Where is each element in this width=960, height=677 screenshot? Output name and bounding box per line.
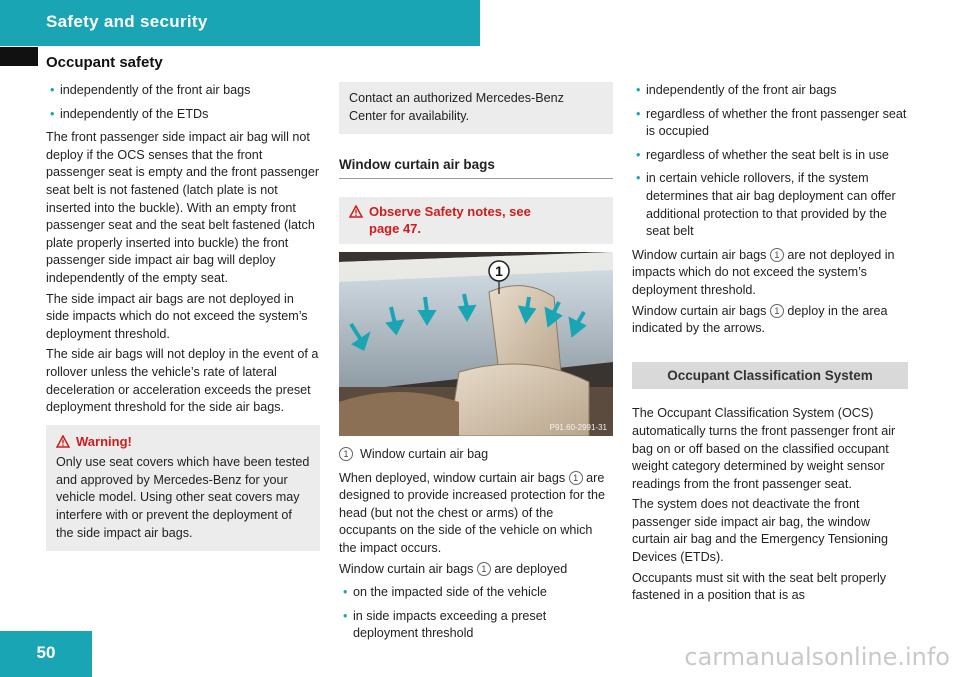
list-item: • independently of the ETDs	[46, 106, 320, 124]
list-item: • in certain vehicle rollovers, if the system determines that air bag deployment can offer additional protection to that provided by the seat belt	[636, 171, 896, 239]
warning-text: Only use seat covers which have been tested and approved by Mercedes-Benz for your vehicle model. Using other seat covers may interfere with or prevent the deployment of the side impact air bags.	[56, 455, 310, 540]
note-box: Contact an authorized Mercedes-Benz Center for availability.	[339, 82, 613, 134]
bullet-dot-icon: •	[50, 106, 55, 121]
bullet-dot-icon: •	[636, 147, 641, 162]
warning-triangle-icon	[349, 205, 363, 218]
paragraph: The side impact air bags are not deployed in side impacts which do not exceed the system’s deployment threshold.	[46, 291, 308, 341]
safety-note-heading: Observe Safety notes, see page 47.	[349, 203, 603, 238]
page-number: 50	[36, 643, 56, 662]
figure-callout: 1	[495, 262, 503, 279]
safety-note-box	[339, 197, 613, 244]
paragraph: The front passenger side impact air bag will not deploy if the OCS senses that the front passenger seat is empty and the front passenger seat belt is not fastened (latch plate is not inserted into the buckle). With an empty front passenger seat and the seat belt fastened (latch plate properly inserted into buckle) the front passenger side impact air bag will deploy independently of the empty seat.	[46, 130, 320, 285]
column-1	[46, 82, 320, 561]
callout-1-icon: 1	[770, 248, 784, 262]
callout-1-icon: 1	[569, 471, 583, 485]
list-item: • independently of the front air bags	[46, 82, 320, 100]
list-item: • regardless of whether the seat belt is in use	[632, 147, 908, 165]
bullet-dot-icon: •	[636, 83, 641, 97]
list-item: • independently of the front air bags	[632, 82, 908, 100]
paragraph: The side air bags will not deploy in the event of a rollover unless the vehicle’s rate of lateral deceleration or acceleration exceeds the preset deployment threshold for the side air bags.	[46, 347, 319, 415]
list-item: • in side impacts exceeding a preset deployment threshold	[343, 608, 547, 641]
paragraph: The system does not deactivate the front passenger side impact air bag, the window curtain air bag and the Emergency Tensioning Devices (ETDs).	[632, 497, 889, 565]
warning-heading: Warning!	[56, 433, 310, 451]
figure-caption: 1 Window curtain air bag	[339, 446, 613, 464]
airbag-photo	[339, 252, 613, 436]
warning-box	[46, 425, 320, 552]
section-heading: Occupant Classification System	[632, 362, 908, 390]
window-curtain-airbag-figure	[339, 252, 613, 436]
warning-triangle-icon	[56, 435, 70, 448]
section-title: Safety and security	[46, 12, 208, 31]
section-heading: Window curtain air bags	[339, 156, 613, 179]
page-number-box	[0, 631, 92, 677]
list-item: • on the impacted side of the vehicle	[339, 584, 613, 602]
bullet-dot-icon: •	[636, 171, 641, 186]
header-bar	[0, 0, 480, 46]
watermark: carmanualsonline.info	[684, 643, 950, 671]
section-tab-marker	[0, 47, 38, 66]
bullet-dot-icon: •	[636, 106, 641, 121]
figure-code: P91.60-2991-31	[549, 422, 607, 432]
column-2	[339, 82, 613, 649]
bullet-dot-icon: •	[343, 608, 348, 623]
bullet-dot-icon: •	[343, 585, 348, 600]
callout-1-icon: 1	[339, 447, 353, 461]
paragraph: Window curtain air bags 1 deploy in the area indicated by the arrows.	[632, 303, 888, 336]
subsection-title: Occupant safety	[46, 54, 163, 71]
column-3	[632, 82, 908, 608]
list-item: • regardless of whether the front passenger seat is occupied	[636, 106, 907, 139]
callout-1-icon: 1	[770, 304, 784, 318]
bullet-dot-icon: •	[50, 83, 55, 97]
callout-1-icon: 1	[477, 562, 491, 576]
paragraph: Window curtain air bags 1 are deployed	[339, 561, 568, 576]
paragraph: Occupants must sit with the seat belt properly fastened in a position that is as	[632, 570, 887, 603]
paragraph: The Occupant Classification System (OCS) automatically turns the front passenger front air bag on or off based on the classified occupant weight category determined by weight sensor readings from the front passenger seat.	[632, 406, 896, 491]
paragraph: Window curtain air bags 1 are not deployed in impacts which do not exceed the system’s deployment threshold.	[632, 247, 895, 297]
paragraph: When deployed, window curtain air bags 1 are designed to provide increased protection for the head (but not the chest or arms) of the occupants on the side of the vehicle on which the impact occurs.	[339, 470, 606, 555]
